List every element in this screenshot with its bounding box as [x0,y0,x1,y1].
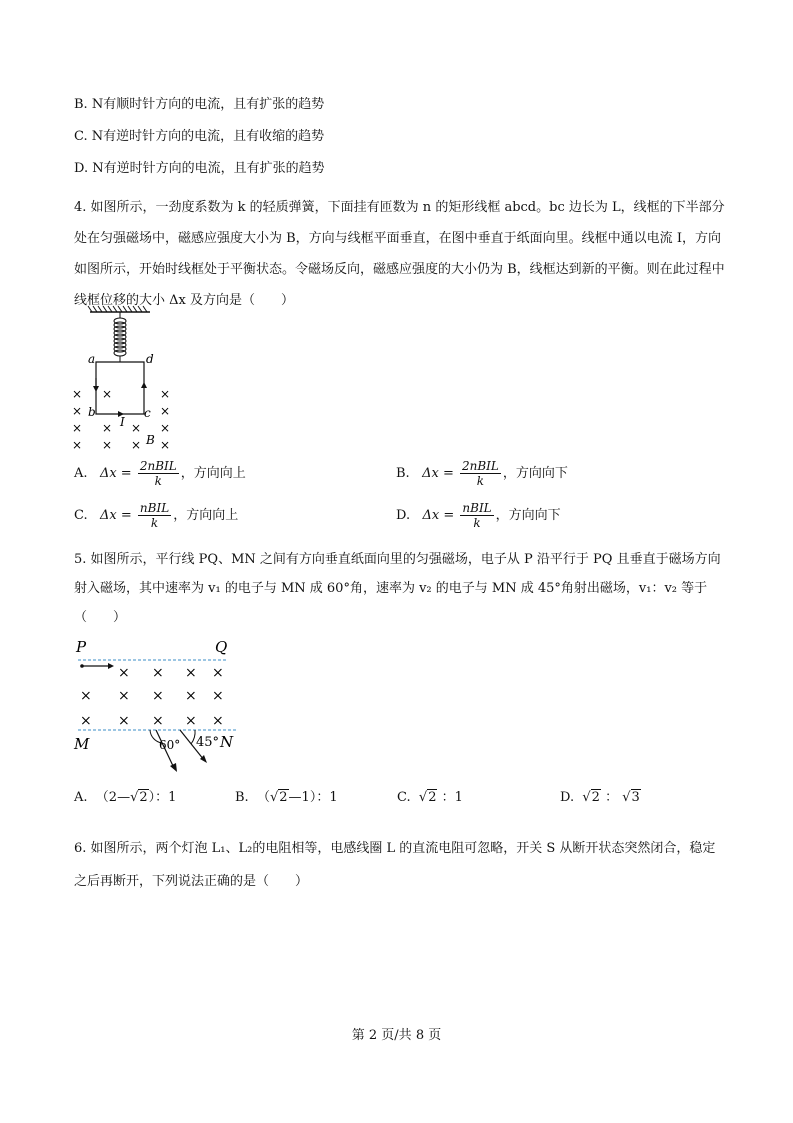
svg-text:×: × [212,688,224,704]
svg-text:×: × [72,438,83,452]
q4-option-b: B. Δx = $\frac{\text{2nBIL}}{k}$ ，方向向下 [396,459,568,488]
svg-text:×: × [72,404,83,418]
svg-text:×: × [72,421,83,435]
q4-option-a: A. Δx = $\frac{\text{2nBIL}}{k}$ ，方向向上 [74,459,246,488]
label-m: M [74,735,90,753]
label-current-i: I [120,415,125,429]
question-6-stem: 6. 如图所示，两个灯泡 L₁、L₂的电阻相等，电感线圈 L 的直流电阻可忽略，开关 S 从断开状态突然闭合，稳定之后再断开，下列说法正确的是（ ） [74,841,716,889]
svg-text:×: × [102,387,113,401]
svg-text:×: × [152,665,164,681]
svg-text:×: × [212,665,224,681]
field-crosses-q5 [80,665,224,729]
spring-frame-figure [68,304,178,456]
q5-option-a: A. （2—√2）：1 [74,790,177,805]
option-c-prev: C. N有逆时针方向的电流，且有收缩的趋势 [74,129,325,144]
svg-text:×: × [160,421,171,435]
svg-text:×: × [160,387,171,401]
label-b: b [88,405,96,419]
label-p: P [76,638,87,656]
label-45: 45° [196,735,220,750]
question-4-stem: 4. 如图所示，一劲度系数为 k 的轻质弹簧，下面挂有匝数为 n 的矩形线框 abcd。bc 边长为 L，线框的下半部分处在匀强磁场中，磁感应强度大小为 B，方向与线框平面垂直，在图中垂直于纸面向里。线框中通以电流 I，方向如图所示，开始时线框处于平衡状态。令磁场反向，磁感应强度的大小仍为 B，线框达到新的平衡。则在此过程中线框位移的大小 Δx 及方向是（ ） [74,200,725,308]
question-5-stem: 5. 如图所示，平行线 PQ、MN 之间有方向垂直纸面向里的匀强磁场，电子从 P 沿平行于 PQ 且垂直于磁场方向射入磁场，其中速率为 v₁ 的电子与 MN 成 60°角，速率为 v₂ 的电子与 MN 成 45°角射出磁场，v₁：v₂ 等于（ ） [74,552,721,625]
label-a: a [88,352,96,366]
q5-option-b: B. （√2—1）：1 [235,790,338,805]
svg-text:×: × [185,713,197,729]
label-d: d [146,352,154,366]
q5-option-c: C. √2 ：1 [397,790,463,805]
svg-text:×: × [102,421,113,435]
svg-text:×: × [118,665,130,681]
label-60: 60° [159,738,181,752]
svg-text:×: × [80,713,92,729]
label-q: Q [215,638,228,656]
svg-text:×: × [131,438,142,452]
page-footer: 第 2 页/共 8 页 [351,1028,442,1043]
svg-text:×: × [160,438,171,452]
option-b-prev: B. N有顺时针方向的电流，且有扩张的趋势 [74,97,325,112]
label-n: N [220,733,234,751]
svg-text:×: × [212,713,224,729]
svg-text:×: × [152,713,164,729]
svg-text:×: × [160,404,171,418]
parallel-lines-field-figure [70,636,245,776]
svg-text:×: × [185,665,197,681]
svg-text:×: × [72,387,83,401]
svg-text:×: × [80,688,92,704]
q4-option-c: C. Δx = $\frac{\text{nBIL}}{k}$ ，方向向上 [74,501,239,530]
svg-text:×: × [118,688,130,704]
label-field-b: B [146,433,155,447]
label-c: c [144,406,151,420]
option-d-prev: D. N有逆时针方向的电流，且有扩张的趋势 [74,161,325,176]
svg-text:×: × [152,688,164,704]
svg-text:×: × [131,421,142,435]
q5-option-d: D. √2 ： √3 [560,790,640,805]
svg-text:×: × [118,713,130,729]
svg-text:×: × [185,688,197,704]
q4-option-d: D. Δx = $\frac{\text{nBIL}}{k}$ ，方向向下 [396,501,561,530]
svg-text:×: × [102,438,113,452]
